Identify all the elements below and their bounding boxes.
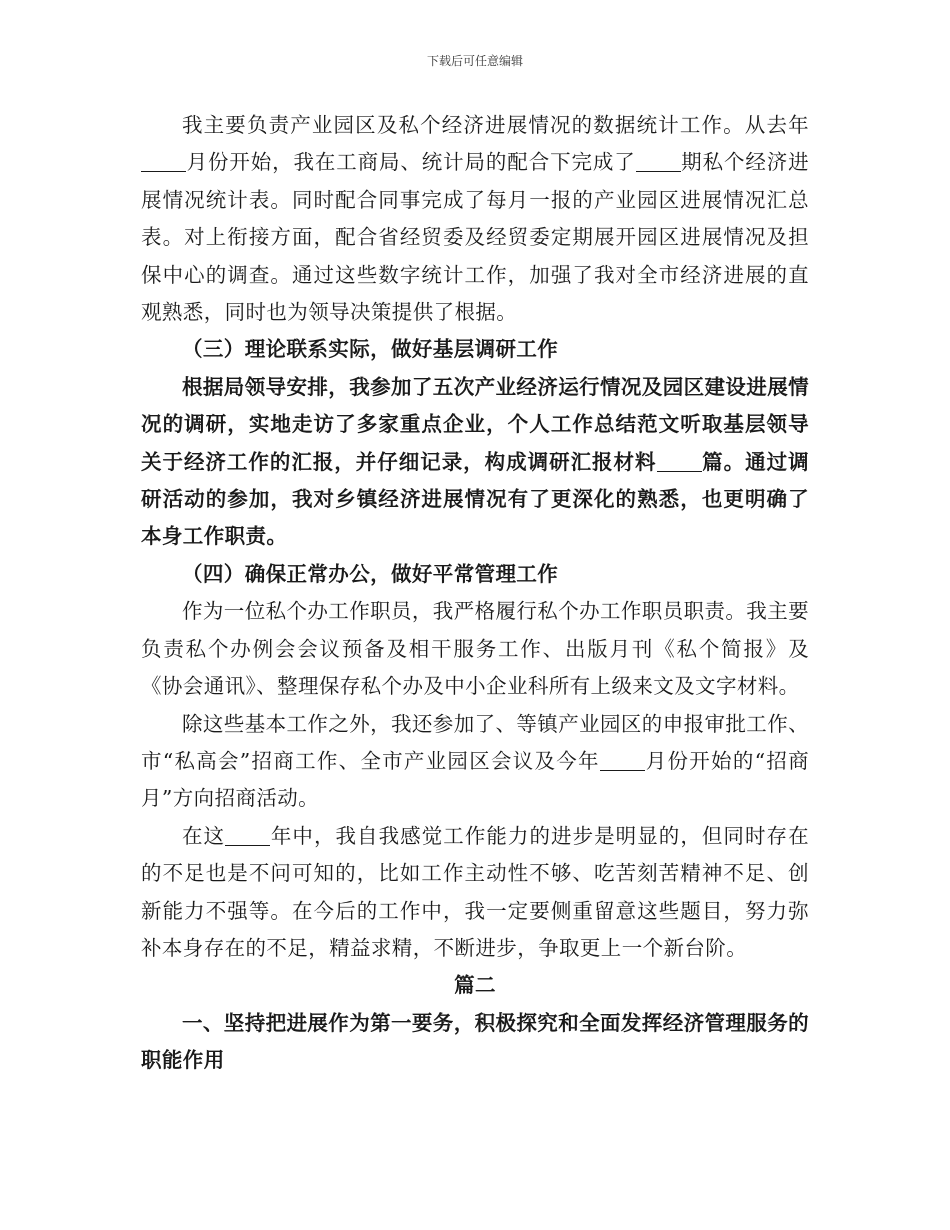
- text-run: 除这些基本工作之外，我还参加了、等镇产业园区的申报审批工作、市“私高会”招商工作、全市产业园区会议及今年: [141, 711, 809, 773]
- fill-blank: [636, 151, 681, 173]
- text-run: 我主要负责产业园区及私个经济进展情况的数据统计工作。从去年: [182, 113, 809, 137]
- paragraph-office-duties: 作为一位私个办工作职员，我严格履行私个办工作职员职责。我主要负责私个办例会会议预备及相干服务工作、出版月刊《私个简报》及《协会通讯》、整理保存私个办及中小企业科所有上级来文及文字材料。: [141, 599, 809, 699]
- text-run: 月份开始，我在工商局、统计局的配合下完成了: [186, 150, 636, 175]
- text-run: 在这: [182, 823, 226, 848]
- fill-blank: [657, 450, 702, 472]
- document-body: [141, 107, 809, 1080]
- heading-section-four: （四）确保正常办公，做好平常管理工作: [182, 561, 559, 586]
- heading-one: 一、坚持把进展作为第一要务，积极探究和全面发挥经济管理服务的职能作用: [141, 1010, 809, 1073]
- text-run: 篇。通过调研活动的参加，我对乡镇经济进展情况有了更深化的熟悉，也更明确了本身工作职责。: [141, 449, 809, 549]
- text-run: 年中，我自我感觉工作能力的进步是明显的，但同时存在的不足也是不问可知的，比如工作主动性不够、吃苦刻苦精神不足、创新能力不强等。在今后的工作中，我一定要侧重留意这些题目，努力弥补本身存在的不足，精益求精，不断进步，争取更上一个新台阶。: [141, 823, 809, 960]
- fill-blank: [225, 824, 270, 846]
- paragraph-research-work: [141, 369, 809, 556]
- fill-blank: [141, 151, 186, 173]
- text-run: 期私个经济进展情况统计表。同时配合同事完成了每月一报的产业园区进展情况汇总表。对上衔接方面，配合省经贸委及经贸委定期展开园区进展情况及担保中心的调查。通过这些数字统计工作，加强了我对全市经济进展的直观熟悉，同时也为领导决策提供了根据。: [141, 150, 809, 325]
- page-header: 下载后可任意编辑: [426, 54, 523, 68]
- text-run: 月份开始的“招商月”方向招商活动。: [141, 748, 809, 811]
- fill-blank: [600, 749, 645, 771]
- text-run: 根据局领导安排，我参加了五次产业经济运行情况及园区建设进展情况的调研，实地走访了多家重点企业，个人工作总结范文听取基层领导关于经济工作的汇报，并仔细记录，构成调研汇报材料: [141, 374, 809, 474]
- paragraph-self-assessment: [141, 818, 809, 968]
- paragraph-statistics-work: [141, 107, 809, 331]
- section-title-part-two: 篇二: [454, 973, 496, 998]
- heading-section-three: （三）理论联系实际，做好基层调研工作: [182, 337, 559, 362]
- paragraph-other-work: [141, 706, 809, 818]
